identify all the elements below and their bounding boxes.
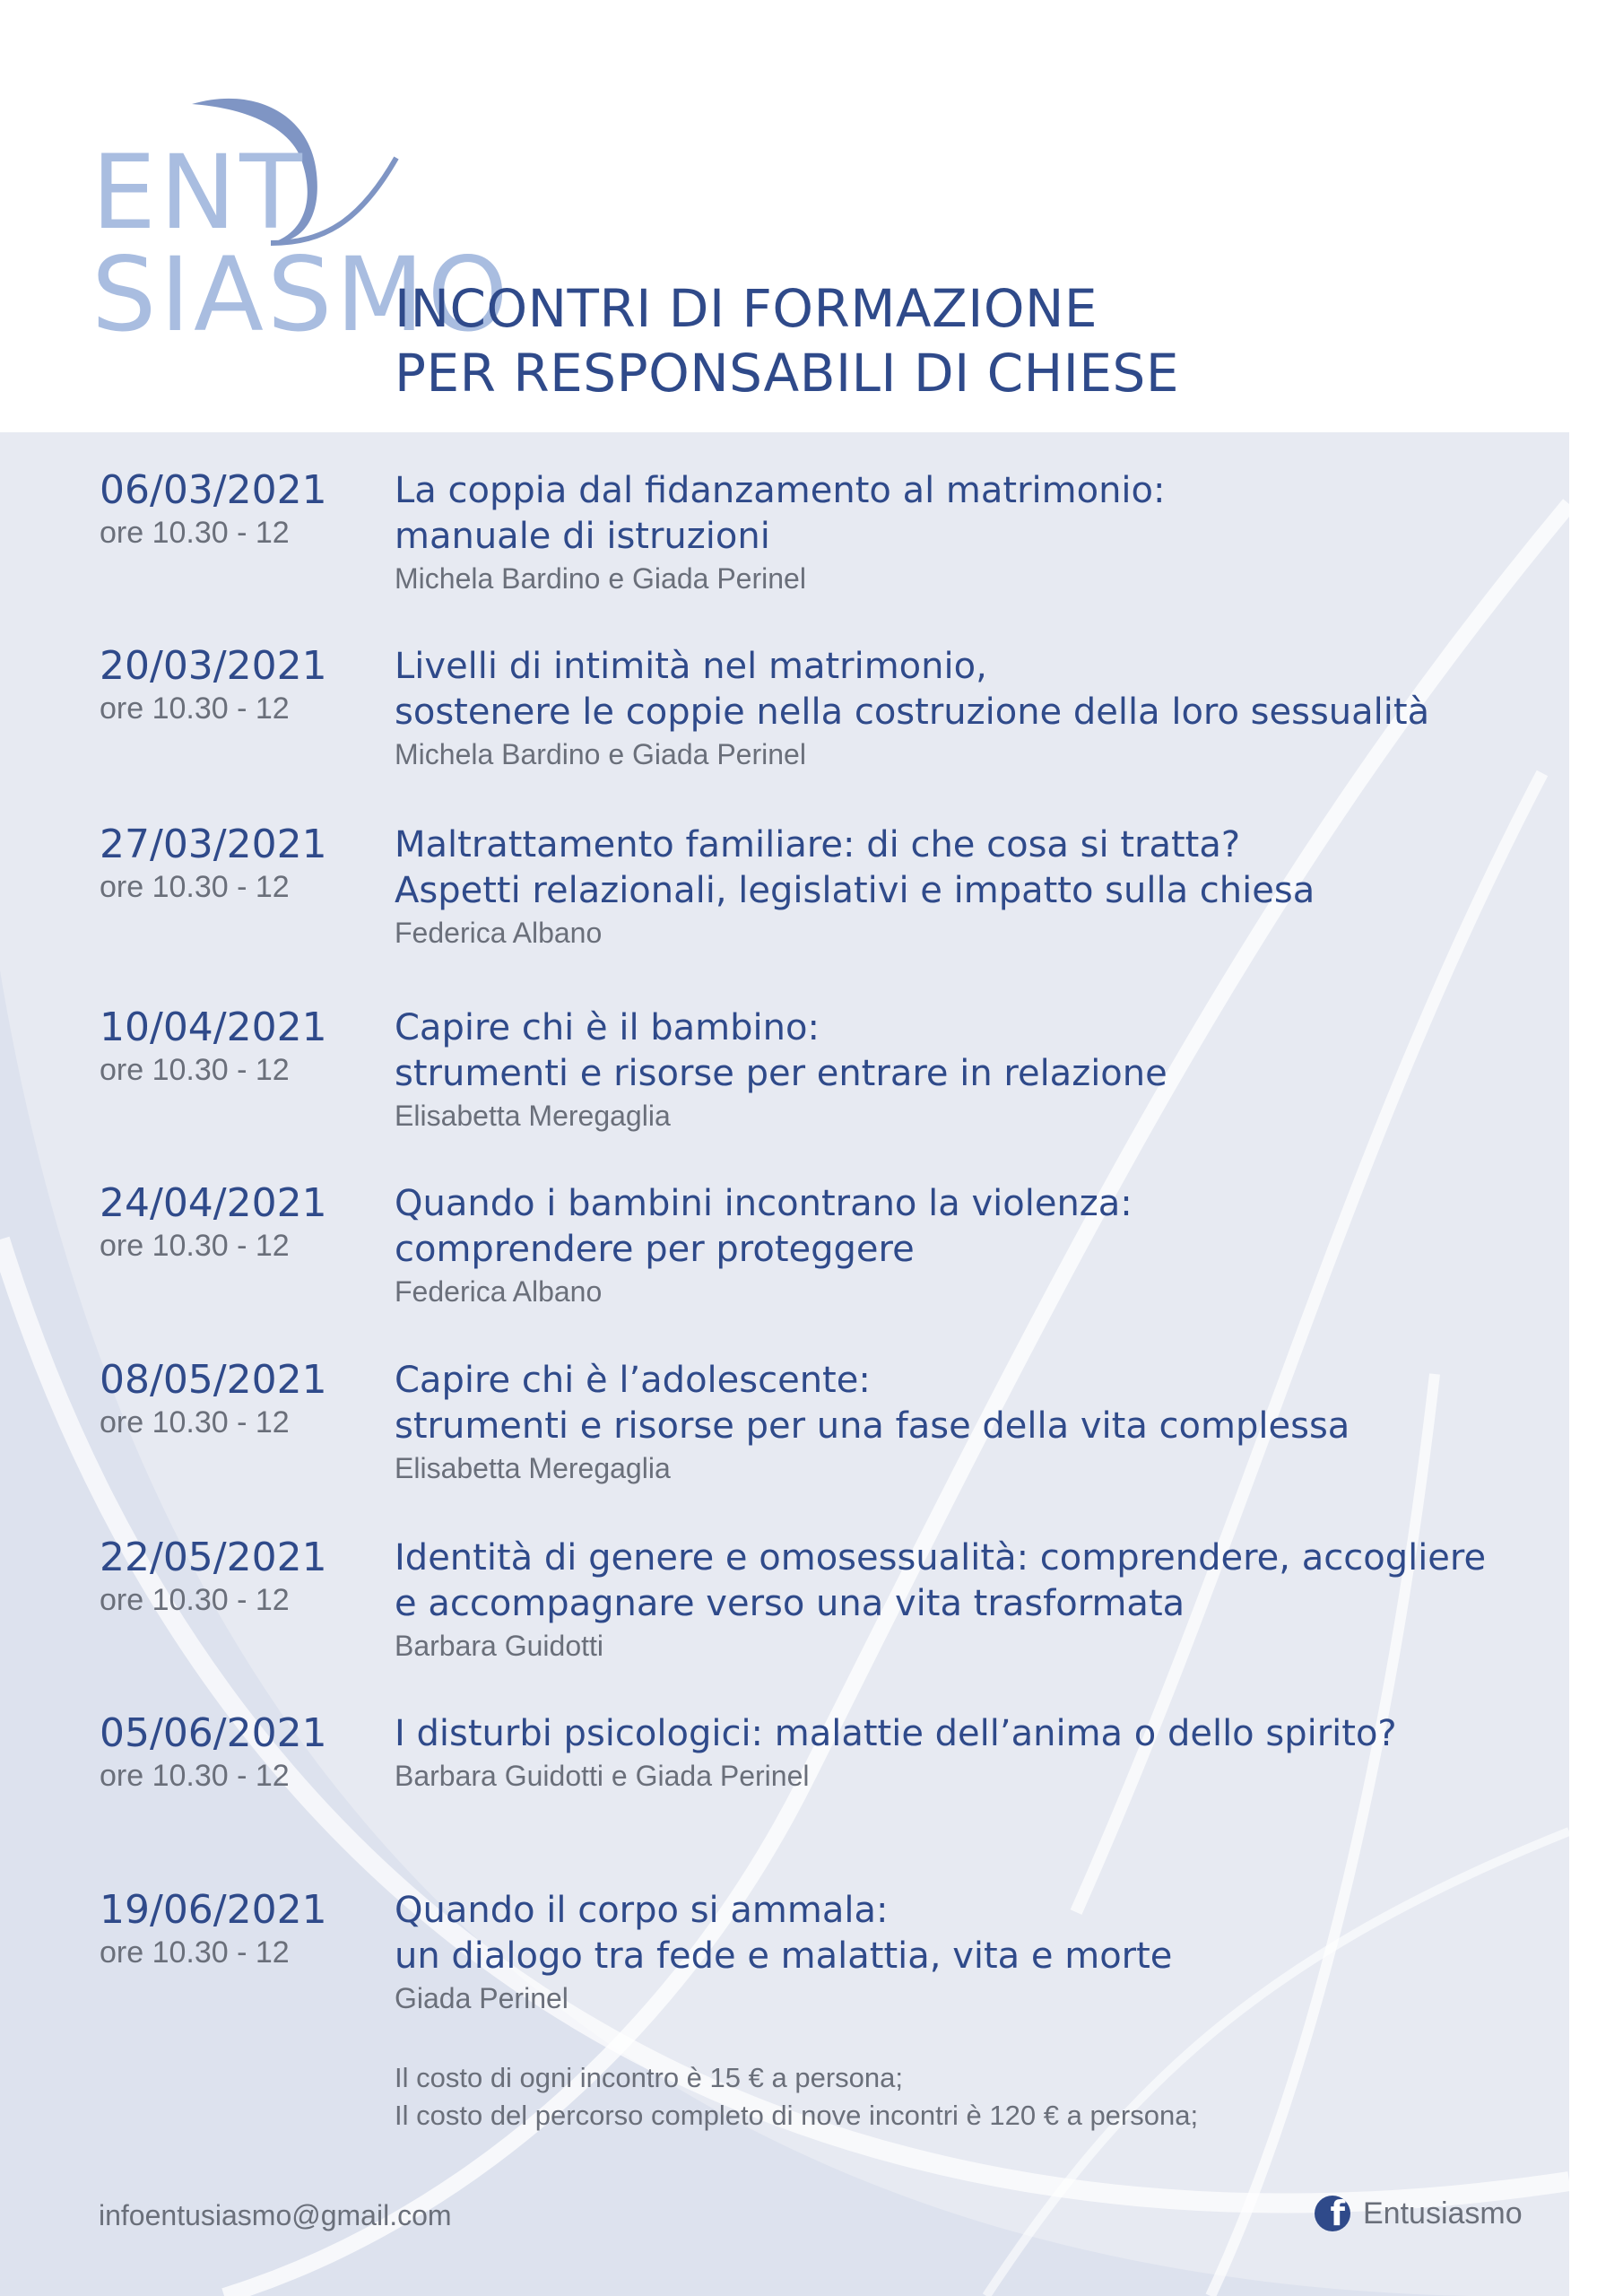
event-title-line: un dialogo tra fede e malattia, vita e morte [395,1935,1173,1977]
event-title-line: sostenere le coppie nella costruzione della loro sessualità [395,691,1430,733]
event-title-line: Capire chi è il bambino: [395,1007,820,1048]
event-time: ore 10.30 - 12 [100,1759,290,1793]
event-speaker: Elisabetta Meregaglia [395,1100,671,1132]
event-date: 05/06/2021 [100,1710,327,1756]
event-title-line: e accompagnare verso una vita trasformata [395,1583,1185,1624]
page-title [395,276,1179,405]
cost-info [395,2059,1198,2135]
event-title-line: I disturbi psicologici: malattie dell’anima o dello spirito? [395,1713,1397,1754]
event-title [395,822,1315,914]
event-time: ore 10.30 - 12 [100,1053,290,1087]
event-date: 06/03/2021 [100,467,327,513]
event-title-line: strumenti e risorse per una fase della vita complessa [395,1405,1350,1447]
event-title [395,1711,1397,1757]
event-time: ore 10.30 - 12 [100,1405,290,1439]
facebook-label: Entusiasmo [1363,2196,1523,2231]
event-date: 20/03/2021 [100,643,327,689]
event-speaker: Barbara Guidotti e Giada Perinel [395,1760,810,1792]
facebook-icon: f [1315,2196,1350,2231]
event-title-line: Quando il corpo si ammala: [395,1890,889,1931]
event-date: 10/04/2021 [100,1004,327,1050]
event-title [395,1005,1167,1097]
event-date: 24/04/2021 [100,1180,327,1226]
event-title [395,1888,1172,1979]
event-speaker: Giada Perinel [395,1982,568,2014]
event-title-line: comprendere per proteggere [395,1229,915,1270]
event-speaker: Federica Albano [395,917,603,949]
event-time: ore 10.30 - 12 [100,1935,290,1970]
cost-line-1: Il costo di ogni incontro è 15 € a persona; [395,2062,903,2093]
event-title [395,1181,1133,1273]
event-speaker: Elisabetta Meregaglia [395,1452,671,1484]
event-title-line: La coppia dal fidanzamento al matrimonio: [395,470,1166,511]
event-speaker: Barbara Guidotti [395,1630,604,1662]
event-title-line: Maltrattamento familiare: di che cosa si tratta? [395,824,1241,865]
event-time: ore 10.30 - 12 [100,516,290,550]
facebook-link[interactable] [1315,2196,1523,2231]
logo-wordmark: ENTSIASMO [91,133,512,354]
event-speaker: Michela Bardino e Giada Perinel [395,738,806,770]
title-line-2: PER RESPONSABILI DI CHIESE [395,343,1179,404]
event-title-line: Aspetti relazionali, legislativi e impatto sulla chiesa [395,870,1315,911]
event-time: ore 10.30 - 12 [100,691,290,726]
event-time: ore 10.30 - 12 [100,1583,290,1617]
event-date: 08/05/2021 [100,1357,327,1403]
event-title-line: Quando i bambini incontrano la violenza: [395,1183,1133,1224]
event-title-line: Livelli di intimità nel matrimonio, [395,646,987,687]
event-title-line: manuale di istruzioni [395,516,770,557]
logo [91,86,737,354]
title-line-1: INCONTRI DI FORMAZIONE [395,278,1098,339]
cost-line-2: Il costo del percorso completo di nove incontri è 120 € a persona; [395,2100,1199,2131]
event-title-line: Capire chi è l’adolescente: [395,1360,871,1401]
event-title [395,468,1166,560]
event-time: ore 10.30 - 12 [100,1229,290,1263]
event-title [395,644,1429,735]
event-title [395,1358,1350,1449]
event-title-line: strumenti e risorse per entrare in relazione [395,1053,1167,1094]
event-speaker: Federica Albano [395,1275,603,1308]
event-date: 27/03/2021 [100,822,327,867]
event-date: 19/06/2021 [100,1887,327,1933]
event-date: 22/05/2021 [100,1535,327,1580]
event-time: ore 10.30 - 12 [100,870,290,904]
event-title [395,1535,1486,1627]
contact-email[interactable]: infoentusiasmo@gmail.com [99,2199,452,2231]
event-title-line: Identità di genere e omosessualità: comprendere, accogliere [395,1537,1487,1578]
event-speaker: Michela Bardino e Giada Perinel [395,562,806,595]
